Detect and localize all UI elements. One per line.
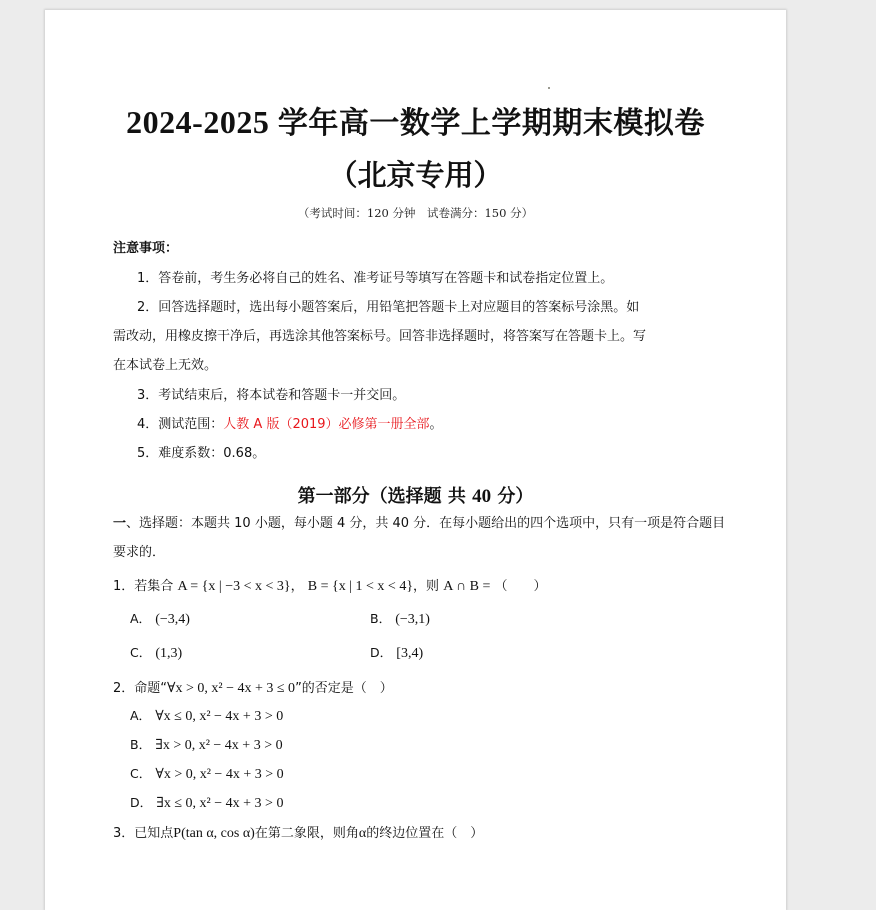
option-label: A． [130,611,152,626]
proposition-expr: ∀x > 0, x² − 4x + 3 ≤ 0 [167,681,296,696]
option-value: [3,4) [396,646,424,661]
title-text: 学年高一数学上学期期末模拟卷 [277,106,705,141]
option-label: D． [130,795,153,810]
question-text: 已知点 [134,826,174,841]
part1-instructions-line1 [113,512,725,531]
question-1-option-b[interactable] [370,609,430,628]
option-label: C． [130,645,152,660]
option-label: A． [130,708,152,723]
exam-meta: （考试时间：120 分钟 试卷满分：150 分） [297,206,534,220]
document-page [45,10,786,910]
point-expr: P(tan α, cos α) [173,826,255,841]
question-text: 的终边位置在（ ） [366,826,484,841]
option-value: ∀x > 0, x² − 4x + 3 > 0 [155,767,284,782]
part1-instr-text: 、选择题：本题共 10 小题，每小题 4 分，共 40 分．在每小题给出的四个选项中，只有一项是符合题目 [126,516,726,531]
notice-item-1: 1．答卷前，考生务必将自己的姓名、准考证号等填写在答题卡和试卷指定位置上。 [137,271,614,286]
answer-blank: （ ） [494,579,547,594]
question-2-option-a[interactable] [130,706,283,725]
page-title [45,98,786,142]
question-number: 2． [113,681,135,696]
question-1-stem [113,575,547,595]
option-value: (1,3) [155,646,183,661]
notice-item-2-line3: 在本试卷上无效。 [113,358,218,373]
part1-title-prefix: 第一部分（选择题 共 [297,486,473,507]
set-b-expr: B = {x | 1 < x < 4} [307,579,414,594]
notice-item-2-line1: 2．回答选择题时，选出每小题答案后，用铅笔把答题卡上对应题目的答案标号涂黑。如 [137,300,640,315]
page-subtitle: （北京专用） [328,158,503,192]
separator: ， [290,579,304,594]
question-text: 命题“ [134,681,168,696]
question-2-option-d[interactable] [130,793,283,812]
notice-item-5: 5．难度系数：0.68。 [137,446,266,461]
notice-item-4-prefix: 4．测试范围： [137,417,224,432]
angle-symbol: α [358,826,367,841]
option-value: (−3,1) [395,612,430,627]
question-number: 1． [113,579,135,594]
part1-title-num: 40 [472,486,492,507]
question-3-stem [113,822,483,842]
option-value: ∃x ≤ 0, x² − 4x + 3 > 0 [156,796,284,811]
notice-item-4 [137,413,443,432]
question-1-option-d[interactable] [370,643,423,662]
notice-heading: 注意事项： [113,241,179,256]
option-value: (−3,4) [155,612,190,627]
question-1-option-c[interactable] [130,643,182,662]
notice-item-4-suffix: 。 [429,417,443,432]
test-scope-highlight: 人教 A 版（2019）必修第一册全部 [223,417,430,432]
option-label: B． [370,611,392,626]
option-value: ∀x ≤ 0, x² − 4x + 3 > 0 [155,709,284,724]
question-1-option-a[interactable] [130,609,190,628]
intersection-expr: A ∩ B = [443,579,491,594]
part1-instructions-line2: 要求的． [113,545,166,560]
option-value: ∃x > 0, x² − 4x + 3 > 0 [155,738,283,753]
question-2-stem [113,677,393,697]
part1-title [45,482,786,508]
question-text: ，则 [413,579,440,594]
notice-item-3: 3．考试结束后，将本试卷和答题卡一并交回。 [137,388,406,403]
question-text: 若集合 [134,579,174,594]
question-2-option-c[interactable] [130,764,284,783]
part1-title-suffix: 分） [491,486,534,507]
question-text: ”的否定是（ ） [295,681,393,696]
option-label: B． [130,737,152,752]
question-2-option-b[interactable] [130,735,283,754]
question-text: 在第二象限，则角 [254,826,359,841]
option-label: C． [130,766,152,781]
question-number: 3． [113,826,135,841]
set-a-expr: A = {x | −3 < x < 3} [177,579,291,594]
option-label: D． [370,645,393,660]
title-year: 2024-2025 [126,104,270,140]
notice-item-2-line2: 需改动，用橡皮擦干净后，再选涂其他答案标号。回答非选择题时，将答案写在答题卡上。写 [113,329,647,344]
part1-instr-bold: 一 [113,516,127,531]
stray-mark [548,87,550,89]
